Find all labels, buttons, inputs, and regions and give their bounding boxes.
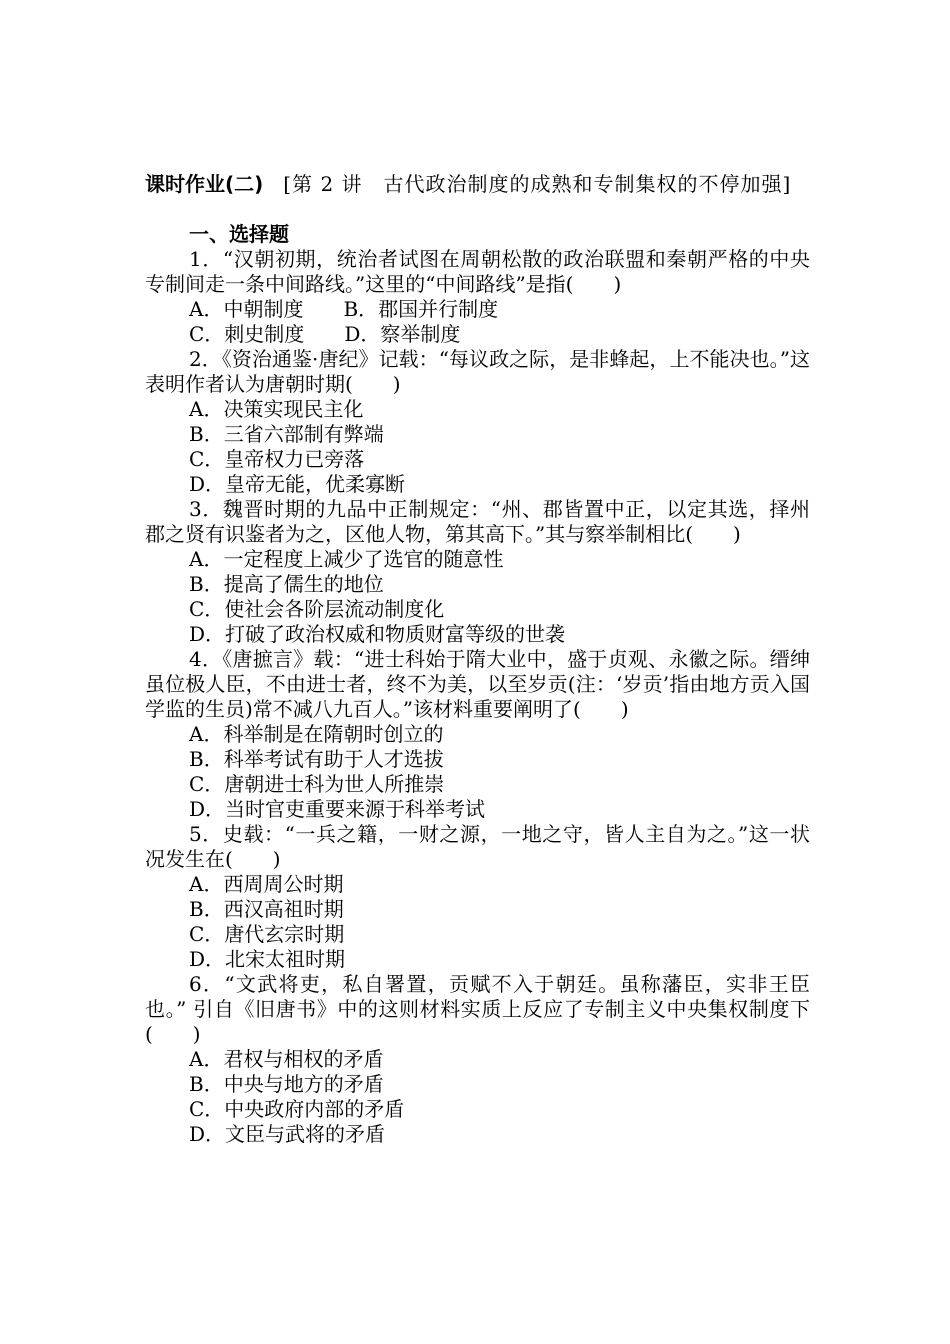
option-c: C．使社会各阶层流动制度化 [189, 597, 445, 621]
option-b: B．科举考试有助于人才选拔 [189, 747, 444, 771]
option-a: A．一定程度上减少了选官的随意性 [189, 547, 504, 571]
option-a: A．君权与相权的矛盾 [189, 1047, 384, 1071]
option-d: D．文臣与武将的矛盾 [189, 1122, 386, 1146]
question-4 [145, 647, 810, 822]
option-c: C．刺史制度 [189, 322, 305, 346]
question-options [145, 722, 810, 822]
option-b: B．西汉高祖时期 [189, 897, 344, 921]
question-stem: 6．“文武将吏，私自署置，贡赋不入于朝廷。虽称藩臣，实非王臣也。” 引自《旧唐书》中的这则材料实质上反应了专制主义中央集权制度下( ) [145, 972, 810, 1046]
question-stem: 1．“汉朝初期，统治者试图在周朝松散的政治联盟和秦朝严格的中央专制间走一条中间路线。”这里的“中间路线”是指( ) [145, 247, 810, 296]
question-stem: 4．《唐摭言》载：“进士科始于隋大业中，盛于贞观、永徽之际。缙绅虽位极人臣，不由进士者，终不为美，以至岁贡(注：‘岁贡’指由地方贡入国学监的生员)常不减八九百人。”该材料重要阐明了( ) [145, 647, 810, 721]
question-stem: 2．《资治通鉴·唐纪》记载：“每议政之际，是非蜂起，上不能决也。”这表明作者认为唐朝时期( ) [145, 347, 810, 396]
option-b: B．提高了儒生的地位 [189, 572, 384, 596]
option-b: B．三省六部制有弊端 [189, 422, 384, 446]
option-d: D．察举制度 [344, 322, 461, 346]
question-stem: 3．魏晋时期的九品中正制规定：“州、郡皆置中正，以定其选，择州郡之贤有识鉴者为之，区他人物，第其高下。”其与察举制相比( ) [145, 497, 810, 546]
option-b: B．郡国并行制度 [343, 297, 499, 321]
option-d: D．北宋太祖时期 [189, 947, 346, 971]
document-page [145, 172, 810, 1147]
document-title [145, 172, 810, 197]
option-c: C．皇帝权力已旁落 [189, 447, 365, 471]
title-lesson-subtitle: [第 2 讲 古代政治制度的成熟和专制集权的不停加强] [283, 172, 792, 196]
option-a: A．西周周公时期 [189, 872, 344, 896]
option-d: D．当时官吏重要来源于科举考试 [189, 797, 486, 821]
question-options [145, 872, 810, 972]
option-c: C．唐朝进士科为世人所推崇 [189, 772, 445, 796]
question-options [145, 547, 810, 647]
question-options [145, 297, 810, 347]
question-options [145, 397, 810, 497]
section-heading: 一、选择题 [189, 222, 289, 246]
question-6 [145, 972, 810, 1147]
option-c: C．中央政府内部的矛盾 [189, 1097, 405, 1121]
question-3 [145, 497, 810, 647]
title-homework-label: 课时作业(二) [145, 172, 264, 196]
question-1 [145, 247, 810, 347]
option-d: D．打破了政治权威和物质财富等级的世袭 [189, 622, 566, 646]
option-a: A．决策实现民主化 [189, 397, 364, 421]
option-b: B．中央与地方的矛盾 [189, 1072, 384, 1096]
question-options [145, 1047, 810, 1147]
question-stem: 5．史载：“一兵之籍，一财之源，一地之守，皆人主自为之。”这一状况发生在( ) [145, 822, 810, 871]
option-a: A．中朝制度 [189, 297, 304, 321]
option-c: C．唐代玄宗时期 [189, 922, 345, 946]
option-d: D．皇帝无能，优柔寡断 [189, 472, 406, 496]
question-2 [145, 347, 810, 497]
option-a: A．科举制是在隋朝时创立的 [189, 722, 444, 746]
question-5 [145, 822, 810, 972]
